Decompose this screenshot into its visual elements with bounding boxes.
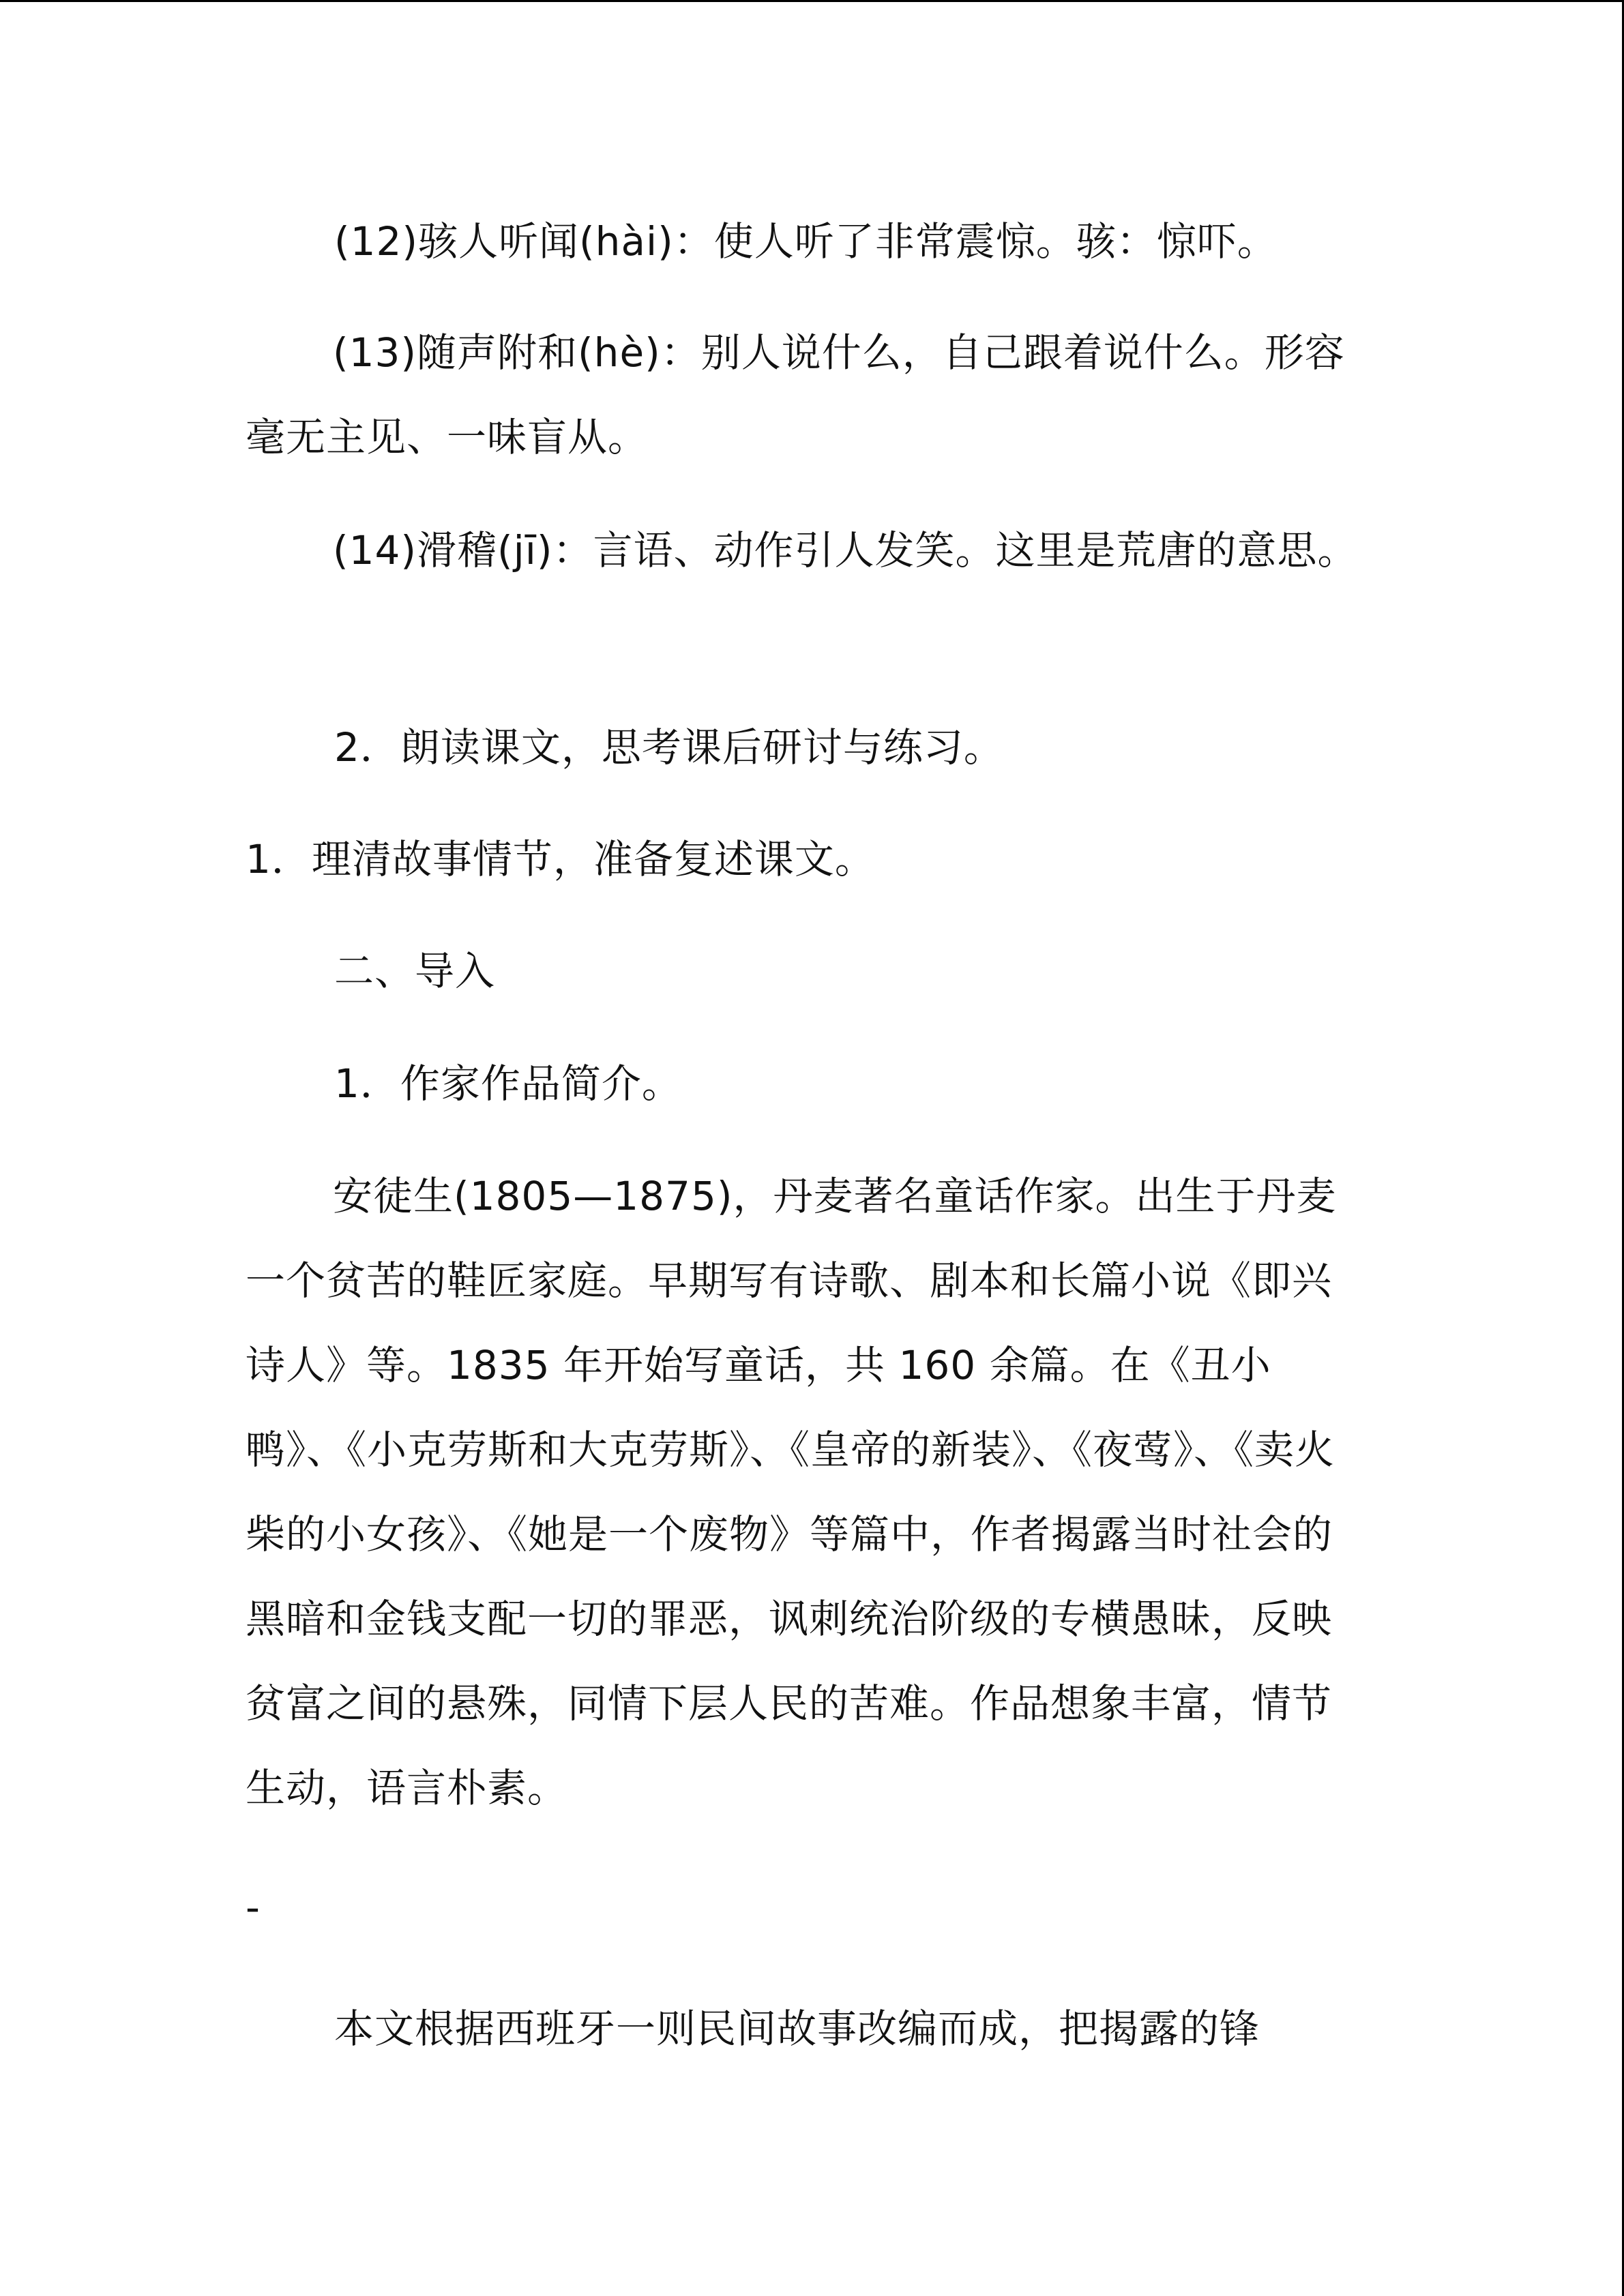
paragraph-plot-summary: 1．理清故事情节，准备复述课文。 [246, 836, 875, 882]
paragraph-story-source: 本文根据西班牙一则民间故事改编而成，把揭露的锋 [334, 2006, 1260, 2052]
section-heading-intro: 二、导入 [334, 948, 496, 994]
paragraph-read-aloud: 2．朗读课文，思考课后研讨与练习。 [334, 724, 1004, 771]
subheading-author-intro: 1．作家作品简介。 [334, 1060, 682, 1107]
paragraph-note-13: (13)随声附和(hè)：别人说什么，自己跟着说什么。形容毫无主见、一味盲从。 [246, 329, 1345, 460]
paragraph-note-12: (12)骇人听闻(hài)：使人听了非常震惊。骇：惊吓。 [334, 218, 1278, 265]
separator-dash: - [246, 1884, 261, 1930]
paragraph-note-14: (14)滑稽(jī)：言语、动作引人发笑。这里是荒唐的意思。 [333, 527, 1358, 573]
page-top-border [0, 0, 1624, 2]
paragraph-andersen-bio: 安徒生(1805—1875)，丹麦著名童话作家。出生于丹麦一个贫苦的鞋匠家庭。早期写有诗歌、剧本和长篇小说《即兴诗人》等。1835 年开始写童话，共 160 余篇。在《丑小鸭》、《小克劳斯和大克劳斯》、《皇帝的新装》、《夜莺》、《卖火柴的小女孩》、《她是一个废物》等篇中，作者揭露当时社会的黑暗和金钱支配一切的罪恶，讽刺统治阶级的专横愚昧，反映贫富之间的悬殊，同情下层人民的苦难。作品想象丰富，情节生动，语言朴素。 [246, 1173, 1337, 1811]
